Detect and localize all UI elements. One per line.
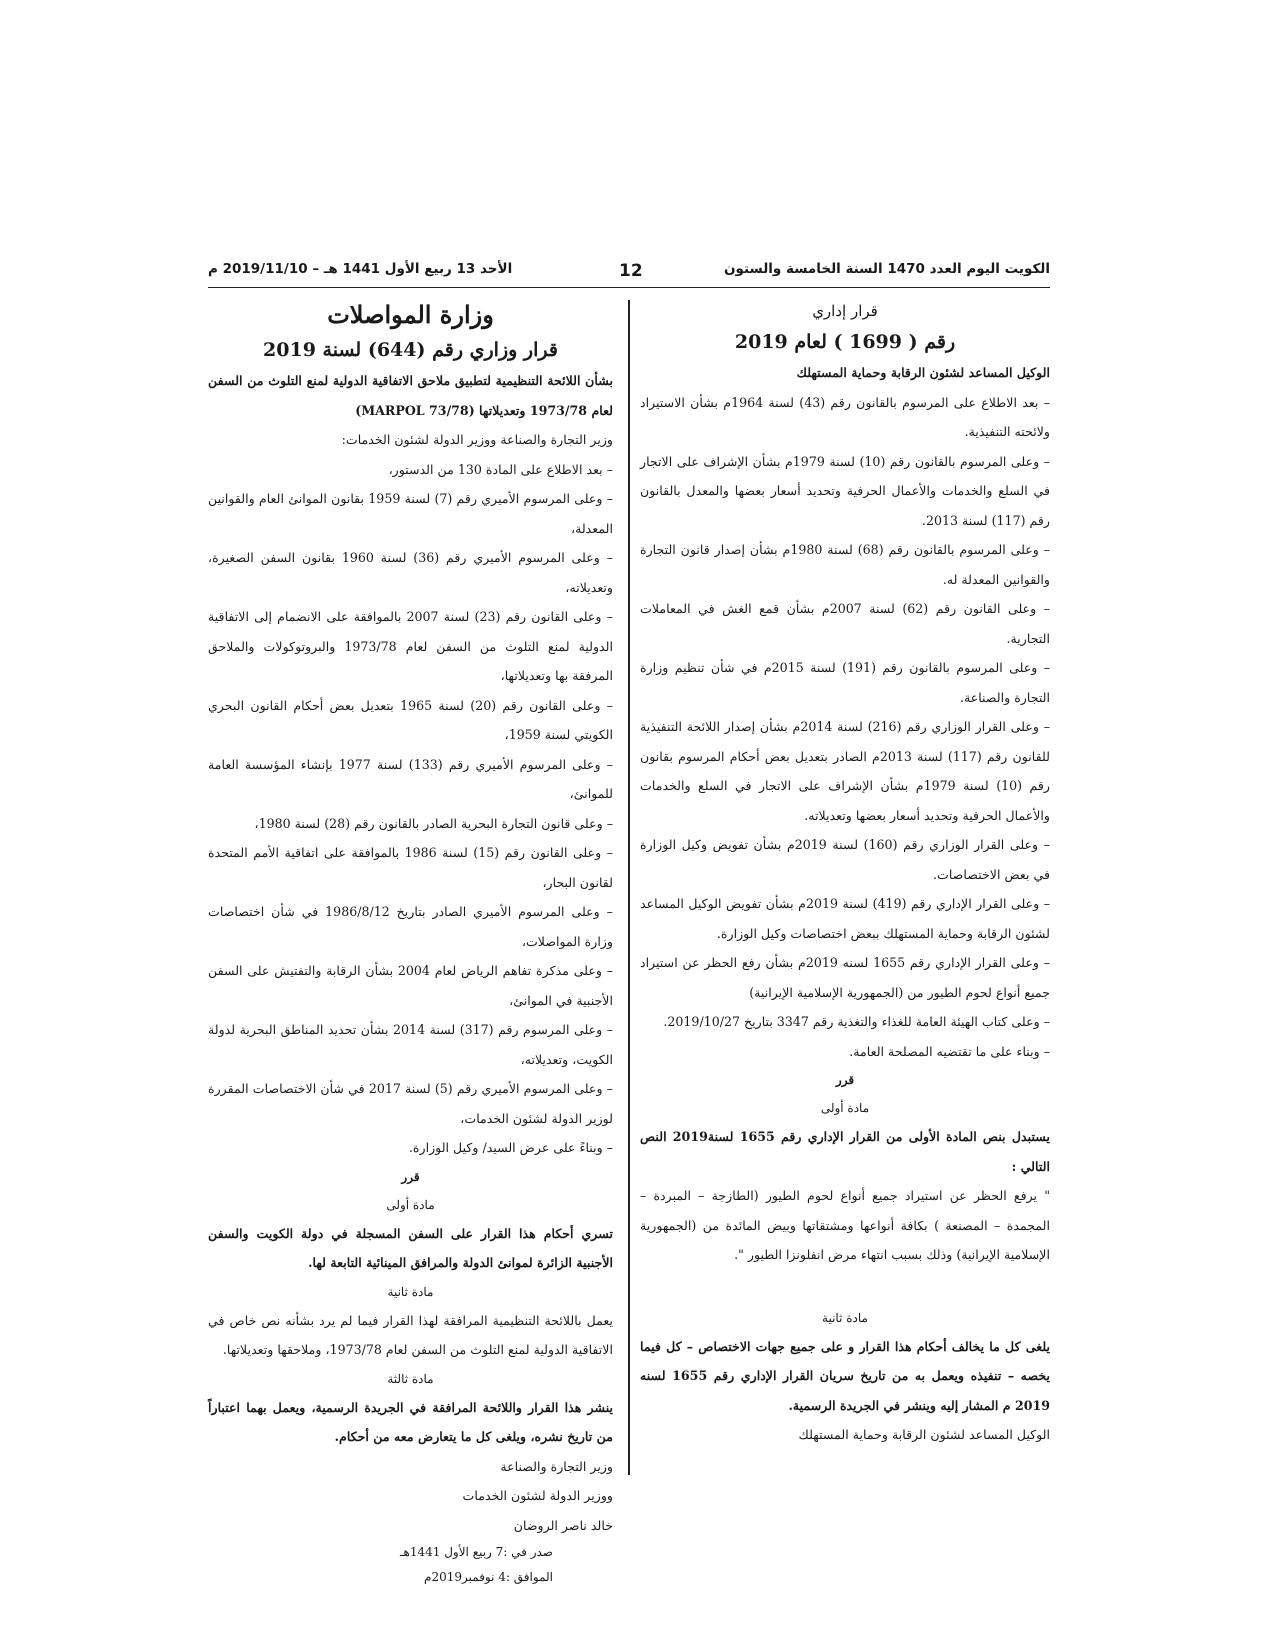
spacer — [640, 1270, 1050, 1304]
preamble-item: – وعلى قانون التجارة البحرية الصادر بالقانون رقم (28) لسنة 1980، — [254, 815, 613, 831]
issue-date: الأحد 13 ربيع الأول 1441 هـ – 2019/11/10 م — [208, 261, 513, 277]
decision-title: قرار إداري — [812, 302, 878, 320]
column-divider — [628, 300, 630, 1475]
preamble-item: – وعلى المرسوم بالقانون رقم (68) لسنة 1980م بشأن إصدار قانون التجارة والقوانين المعدلة له. — [640, 542, 1051, 587]
preamble-item: – بعد الاطلاع على المرسوم بالقانون رقم (43) لسنة 1964م بشأن الاستيراد ولائحته التنفيذية. — [640, 394, 1050, 439]
preamble-item: – وعلى المرسوم بالقانون رقم (10) لسنة 1979م بشأن الإشراف على الاتجار في السلع والخدمات والأعمال الحرفية وتحديد أسعار بعضها والمعدل بالقانون رقم (117) لسنة 2013. — [640, 453, 1050, 528]
ministerial-decision-title: قرار وزاري رقم (644) لسنة 2019 — [263, 339, 558, 361]
ministerial-decision-column — [208, 296, 613, 1590]
decided-heading: قرر — [401, 1169, 420, 1184]
page-header — [208, 257, 1050, 288]
decision-signature: الوكيل المساعد لشئون الرقابة وحماية المستهلك — [798, 1427, 1050, 1442]
signature-line: وزير التجارة والصناعة — [500, 1458, 613, 1474]
page-number: 12 — [619, 261, 643, 281]
preamble-item: – وعلى القانون رقم (23) لسنة 2007 بالموافقة على الانضمام إلى الاتفاقية الدولية لمنع التلوث من السفن لعام 1973/78 والبروتوكولات والملاحق المرفقة بها وتعديلاتها، — [208, 609, 614, 683]
signature-line: ووزير الدولة لشئون الخدمات — [462, 1488, 613, 1503]
article-2-title: مادة ثانية — [387, 1284, 434, 1299]
preamble-item: – وعلى المرسوم الأميري الصادر بتاريخ 1986/8/12 في شأن اختصاصات وزارة المواصلات، — [208, 904, 613, 949]
article-3-title: مادة ثالثة — [387, 1371, 434, 1386]
article-3-text: ينشر هذا القرار واللائحة المرافقة في الجريدة الرسمية، ويعمل بهما اعتباراً من تاريخ نشره، ويلغى كل ما يتعارض معه من أحكام. — [208, 1399, 613, 1444]
preamble-item: – وعلى المرسوم الأميري رقم (133) لسنة 1977 بإنشاء المؤسسة العامة للموانئ، — [208, 756, 613, 801]
preamble-item: – وعلى القرار الإداري رقم (419) لسنة 2019م بشأن تفويض الوكيل المساعد لشئون الرقابة وحماية المستهلك ببعض اختصاصات وكيل الوزارة. — [640, 896, 1051, 941]
issue-date-gregorian: الموافق :4 نوفمبر2019م — [424, 1570, 553, 1584]
decision-issuer: الوكيل المساعد لشئون الرقابة وحماية المستهلك — [796, 365, 1050, 380]
gazette-issue-info: الكويت اليوم العدد 1470 السنة الخامسة والستون — [723, 261, 1050, 277]
preamble-item: – وعلى القانون رقم (20) لسنة 1965 بتعديل بعض أحكام القانون البحري الكويتي لسنة 1959، — [208, 697, 613, 742]
preamble-item: – وعلى القرار الإداري رقم 1655 لسنه 2019م بشأن رفع الحظر عن استيراد جميع أنواع لحوم الطيور من (الجمهورية الإسلامية الإيرانية) — [640, 955, 1050, 1000]
issue-date-hijri: صدر في :7 ربيع الأول 1441هـ — [399, 1545, 553, 1559]
preamble-item: – وعلى المرسوم الأميري رقم (5) لسنة 2017 في شأن الاختصاصات المقررة لوزير الدولة لشئون الخدمات، — [208, 1081, 613, 1126]
article-1-text: تسري أحكام هذا القرار على السفن المسجلة في دولة الكويت والسفن الأجنبية الزائرة لموانئ الدولة والمرافق المينائية التابعة لها. — [208, 1225, 613, 1270]
decision-number: رقم ( 1699 ) لعام 2019 — [734, 331, 956, 353]
article-1-title: مادة أولى — [820, 1101, 870, 1115]
preamble-item: – وعلى المرسوم الأميري رقم (7) لسنة 1959 بقانون الموانئ العام والقوانين المعدلة، — [208, 491, 613, 536]
preamble-item: – وعلى القرار الوزاري رقم (216) لسنة 2014م بشأن إصدار اللائحة التنفيذية للقانون رقم (117) لسنة 2013م الصادر بتعديل بعض أحكام المرسوم بقانون رقم (10) لسنة 1979م بشأن الإشراف على الاتجار في السلع والخدمات والأعمال الحرفية وتحديد أسعار بعضها وتعديلاته. — [640, 719, 1051, 823]
decided-heading: قرر — [835, 1073, 855, 1087]
decision-issuer: وزير التجارة والصناعة ووزير الدولة لشئون الخدمات: — [341, 432, 613, 447]
preamble-item: – وعلى مذكرة تفاهم الرياض لعام 2004 بشأن الرقابة والتفتيش على السفن الأجنبية في الموانئ، — [208, 963, 613, 1008]
preamble-item: – وعلى المرسوم بالقانون رقم (191) لسنة 2015م في شأن تنظيم وزارة التجارة والصناعة. — [640, 660, 1051, 705]
preamble-item: – وعلى القانون رقم (15) لسنة 1986 بالموافقة على اتفاقية الأمم المتحدة لقانون البحار، — [208, 845, 613, 890]
preamble-item: – وعلى المرسوم الأميري رقم (36) لسنة 1960 بقانون السفن الصغيرة، وتعديلاته، — [208, 550, 613, 595]
preamble-item: – وعلى المرسوم رقم (317) لسنة 2014 بشأن تحديد المناطق البحرية لدولة الكويت، وتعديلاته، — [208, 1022, 614, 1067]
preamble-item: – وعلى القانون رقم (62) لسنة 2007م بشأن قمع الغش في المعاملات التجارية. — [640, 601, 1050, 646]
article-2-text: يلغى كل ما يخالف أحكام هذا القرار و على جميع جهات الاختصاص – كل فيما يخصه – تنفيذه ويعمل به من تاريخ سريان القرار الإداري رقم 1655 لسنه 2019 م المشار إليه وينشر في الجريدة الرسمية. — [640, 1338, 1050, 1413]
signature-name: خالد ناصر الروضان — [513, 1517, 613, 1533]
preamble-item: – بعد الاطلاع على المادة 130 من الدستور، — [388, 461, 613, 477]
ministry-title: وزارة المواصلات — [327, 300, 494, 329]
article-2-title: مادة ثانية — [822, 1310, 868, 1325]
preamble-item: – وعلى كتاب الهيئة العامة للغذاء والتغذية رقم 3347 بتاريخ 2019/10/27. — [663, 1014, 1050, 1029]
preamble-item: – وبناء على ما تقتضيه المصلحة العامة. — [849, 1043, 1050, 1059]
article-1-title: مادة أولى — [386, 1197, 435, 1212]
article-1-text: يستبدل بنص المادة الأولى من القرار الإداري رقم 1655 لسنة2019 النص التالي : — [640, 1129, 1050, 1174]
article-2-text: يعمل باللائحة التنظيمية المرافقة لهذا القرار فيما لم يرد بشأنه نص خاص في الاتفاقية الدولية لمنع التلوث من السفن لعام 1973/78، وملاحقها وتعديلاتها. — [208, 1312, 613, 1357]
preamble-item: – وبناءً على عرض السيد/ وكيل الوزارة. — [408, 1140, 613, 1155]
preamble-item: – وعلى القرار الوزاري رقم (160) لسنة 2019م بشأن تفويض وكيل الوزارة في بعض الاختصاصات. — [640, 837, 1051, 882]
decision-subject: بشأن اللائحة التنظيمية لتطبيق ملاحق الاتفاقية الدولية لمنع التلوث من السفن لعام 1973/78 وتعديلاتها (MARPOL 73/78) — [208, 373, 613, 418]
administrative-decision-column — [640, 296, 1050, 1450]
article-1-quote: " يرفع الحظر عن استيراد جميع أنواع لحوم الطيور (الطازجة – المبردة – المجمدة – المصنعة ) بكافة أنواعها ومشتقاتها وبيض المائدة من (الجمهورية الإسلامية الإيرانية) وذلك بسبب انتهاء مرض انفلونزا الطيور ". — [640, 1188, 1050, 1262]
